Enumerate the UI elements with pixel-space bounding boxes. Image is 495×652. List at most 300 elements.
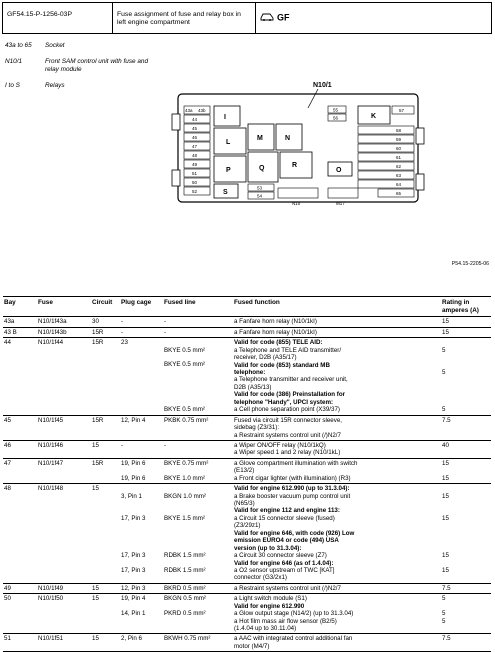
rating-cell-line: 15 [442,551,449,559]
fuse-cell-text: N10/1f49 [38,584,64,592]
legend-value: Socket [45,42,65,49]
rating-cell-line: 40 [442,441,449,449]
bay-cell [3,415,37,440]
fused-function-cell-line: D2B (A35/13) [234,383,272,391]
fused-line-cell-line: BKYE 0.5 mm² [164,361,205,369]
fused-line-cell-line [164,391,232,398]
fused-line-cell [163,484,233,584]
fused-function-cell-line: connector (G3/2x1) [234,574,287,582]
rating-cell-line: 5 [442,346,446,354]
plug-cage-cell [120,484,163,584]
table-row [3,484,491,584]
fused-function-cell [233,458,441,483]
plug-cage-cell-line [121,500,162,507]
fused-line-cell-line [164,507,232,514]
plug-cage-cell-line [121,391,162,398]
plug-cage-cell-line: 12, Pin 4 [121,416,146,424]
circuit-cell [91,338,120,415]
socket-label: 63 [396,173,402,178]
rating-cell-line: 5 [442,368,446,376]
plug-cage-cell-line: 19, Pin 6 [121,459,146,467]
bay-cell-text: 47 [4,459,11,467]
plug-cage-cell-line [121,530,162,537]
fused-line-cell-line [164,522,232,529]
relay-label: N [285,135,291,142]
circuit-cell [91,440,120,458]
bay-cell-text: 48 [4,485,11,493]
fused-function-cell [233,338,441,415]
fused-function-cell-line: Valid for engine 646, with code (926) Low [234,529,355,537]
relay-label: I [224,114,226,121]
fuse-box-diagram [168,78,428,210]
fused-function-cell-line: a Light switch module (S1) [234,595,307,603]
fused-function-cell-line: Valid for code (386) Preinstallation for [234,391,346,399]
plug-cage-cell-line: 19, Pin 4 [121,595,146,603]
table-row [3,415,491,440]
bottom-label: M17 [336,201,345,206]
fused-function-cell-line: Valid for code (855) TELE AID: [234,339,323,347]
fuse-cell [37,484,91,584]
fused-function-cell-line: a O2 sensor upstream of TWC [KAT] [234,566,335,574]
plug-cage-cell-line: 3, Pin 1 [121,492,142,500]
legend [5,42,165,102]
socket-label: 62 [396,164,402,169]
fused-line-cell [163,327,233,337]
bottom-label: N10 [292,201,301,206]
plug-cage-cell-line: 2, Pin 6 [121,635,142,643]
bay-cell [3,440,37,458]
fuse-cell [37,458,91,483]
socket-label: 45 [192,126,198,131]
fused-function-cell-line: (1.4.04 up to 30.11.04) [234,625,297,632]
rating-cell-line: 15 [442,514,449,522]
fused-function-cell-line: a Glow output stage (N14/2) (up to 31.3.04) [234,610,354,618]
fused-line-cell-line [164,530,232,537]
fused-function-cell-line: emission EURO4 or code (494) USA [234,537,339,545]
legend-value: Front SAM control unit with fuse and relay module [45,58,149,73]
rating-cell-line: 15 [442,566,449,574]
fused-function-cell-line: a Hot film mass air flow sensor (B2/5) [234,617,337,625]
plug-cage-cell [120,458,163,483]
circuit-cell [91,327,120,337]
fused-line-cell-line [164,485,232,492]
socket-label: 55 [333,107,339,113]
fused-line-cell-line: - [164,441,167,449]
bay-cell [3,484,37,584]
rating-cell-line [442,485,490,492]
fused-line-cell-line: BKGN 0.5 mm² [164,595,206,603]
fused-function-cell-line: a Telephone and TELE AID transmitter/ [234,346,342,354]
fused-line-cell [163,317,233,327]
plug-cage-cell-line [121,603,162,610]
socket-label: 59 [396,137,402,142]
rating-cell-line [442,384,490,391]
fused-line-cell [163,415,233,440]
table-row [3,583,491,593]
fuse-assignment-table [3,296,491,652]
column-header-fused-line: Fused line [163,297,233,317]
table-row [3,317,491,327]
fused-line-cell [163,458,233,483]
column-header-plug-cage: Plug cage [120,297,163,317]
fused-line-cell-line [164,384,232,391]
fuse-cell-text: N10/1f51 [38,635,64,643]
table-header-row [3,297,491,317]
socket-label: 60 [396,146,402,151]
socket-label: 43b [198,108,206,113]
fused-function-cell-line: Fused via circuit 15R connector sleeve, [234,416,342,424]
rating-cell-line [442,339,490,346]
legend-key: 43a to 65 [5,42,32,49]
bay-cell [3,594,37,634]
circuit-cell-text: 30 [92,318,99,326]
bay-cell-text: 49 [4,584,11,592]
fuse-cell [37,583,91,593]
bay-cell [3,317,37,327]
fused-function-cell-line: receiver, D2B (A35/17) [234,354,297,362]
fused-function-cell-line: a Telephone transmitter and receiver unit, [234,376,348,384]
relay-label: S [223,189,228,196]
plug-cage-cell-line [121,485,162,492]
fused-function-cell-line: Valid for engine 612.990 [234,602,305,610]
fused-line-cell-line: PKBK 0.75 mm² [164,416,209,424]
plug-cage-cell-line: 17, Pin 3 [121,514,146,522]
bay-cell-text: 46 [4,441,11,449]
fused-line-cell-line: RDBK 1.5 mm² [164,551,206,559]
bay-cell [3,458,37,483]
circuit-cell-text: 15 [92,584,99,592]
plug-cage-cell-line: - [121,318,124,326]
fused-line-cell-line: BKRD 0.5 mm² [164,584,206,592]
fused-function-cell-line: a Restraint systems control unit (/)N2/7 [234,584,341,592]
socket-label: 64 [396,182,402,187]
bay-cell-text: 45 [4,416,11,424]
fused-line-cell-line [164,544,232,551]
fuse-cell-text: N10/1f47 [38,459,64,467]
rating-cell [441,317,491,327]
rating-cell-line: 7.5 [442,584,451,592]
column-header-fused-function: Fused function [233,297,441,317]
relay-label: R [292,162,298,169]
socket-label: 47 [192,144,198,149]
document-title: Fuse assignment of fuse and relay box in left engine compartment [113,3,256,33]
relay-label: Q [259,165,265,172]
rating-cell [441,634,491,652]
plug-cage-cell-line [121,537,162,544]
plug-cage-cell-line [121,347,162,354]
circuit-cell [91,458,120,483]
socket-label: 50 [192,180,198,185]
fused-line-cell-line: BKYE 1.0 mm² [164,474,205,482]
legend-key: I to S [5,82,20,89]
fused-function-cell-line: a Fanfare horn relay (N10/1kI) [234,328,317,336]
rating-cell-line [442,507,490,514]
socket-label: 56 [333,115,339,121]
fused-function-cell-line: a Circuit 15 connector sleeve (fused) [234,514,335,522]
bay-cell [3,634,37,652]
fused-function-cell-line: (Z3/29z1) [234,522,261,530]
fuse-cell [37,634,91,652]
fused-line-cell-line: RDBK 1.5 mm² [164,566,206,574]
plug-cage-cell [120,594,163,634]
fused-function-cell-line: a AAC with integrated control additional fan [234,635,353,643]
rating-cell-line: 15 [442,328,449,336]
fused-function-cell-line: a Cell phone separation point (X39/37) [234,406,340,414]
fused-function-cell [233,415,441,440]
circuit-cell-text: 15 [92,441,99,449]
fused-line-cell [163,634,233,652]
plug-cage-cell-line: - [121,328,124,336]
bay-cell-text: 43a [4,318,15,326]
rating-cell [441,338,491,415]
fused-function-cell-line: Valid for engine 646 (as of 1.4.04): [234,559,334,567]
column-header-fuse: Fuse [37,297,91,317]
relay-label: M [257,135,263,142]
diagram-caption: P54.15-2205-06 [451,261,489,267]
rating-cell [441,327,491,337]
fuse-cell-text: N10/1f43b [38,328,67,336]
socket-label: 49 [192,162,198,167]
bay-cell-text: 51 [4,635,11,643]
rating-cell-line: 7.5 [442,635,451,643]
plug-cage-cell-line [121,376,162,383]
fused-function-cell-line: a Circuit 30 connector sleeve (Z7) [234,552,327,560]
fused-line-cell [163,594,233,634]
rating-cell-line [442,537,490,544]
table-row [3,338,491,415]
fused-function-cell-line: a Restraint systems control unit (/)N2/7 [234,431,341,439]
rating-cell-line: 5 [442,610,446,618]
rating-cell-line [442,467,490,474]
rating-cell-line: 5 [442,595,446,603]
plug-cage-cell [120,327,163,337]
relay-label: K [371,113,377,120]
plug-cage-cell-line [121,467,162,474]
fused-function-cell-line: a Fanfare horn relay (N10/1kI) [234,318,317,326]
rating-cell [441,484,491,584]
circuit-cell [91,583,120,593]
fuse-cell-text: N10/1f43a [38,318,67,326]
plug-cage-cell-line: 19, Pin 6 [121,474,146,482]
fused-function-cell-line: Valid for engine 112 and engine 113: [234,507,340,515]
socket-label: 53 [257,185,263,191]
fuse-cell-text: N10/1f50 [38,595,64,603]
fuse-cell [37,440,91,458]
fused-line-cell-line: BKWH 0.75 mm² [164,635,211,643]
fused-line-cell-line [164,603,232,610]
rating-cell-line [442,376,490,383]
fused-function-cell [233,440,441,458]
socket-label: 46 [192,135,198,140]
fuse-cell-text: N10/1f44 [38,339,64,347]
plug-cage-cell-line: 12, Pin 3 [121,584,146,592]
socket-label: 54 [257,193,263,199]
legend-value: Relays [45,82,65,89]
circuit-cell-text: 15 [92,595,99,603]
relay-label: P [226,167,231,174]
rating-cell [441,594,491,634]
plug-cage-cell-line [121,507,162,514]
fuse-cell [37,327,91,337]
rating-cell [441,415,491,440]
socket-label: 48 [192,153,198,158]
fused-function-cell-line: a Wiper speed 1 and 2 relay (N10/1kL) [234,449,341,457]
plug-cage-cell-line [121,559,162,566]
fused-line-cell-line: - [164,318,167,326]
plug-cage-cell [120,440,163,458]
fuse-cell [37,415,91,440]
rating-cell-line: 15 [442,459,449,467]
plug-cage-cell [120,583,163,593]
socket-label: 44 [192,117,198,122]
fused-function-cell-line: a Wiper ON/OFF relay (N10/1kQ) [234,441,326,449]
socket-label: 65 [396,191,402,196]
document-code: GF54.15-P-1256-03P [3,3,113,33]
fuse-cell-text: N10/1f45 [38,416,64,424]
table-row [3,440,491,458]
bay-cell-text: 44 [4,339,11,347]
socket-label: 58 [396,128,402,133]
rating-cell-line [442,559,490,566]
fuse-cell-text: N10/1f48 [38,485,64,493]
fused-function-cell [233,583,441,593]
plug-cage-cell-line: 17, Pin 3 [121,551,146,559]
fused-line-cell [163,338,233,415]
fused-function-cell-line: a Glove compartment illumination with switch [234,459,358,467]
fused-line-cell [163,583,233,593]
relay-label: L [226,139,231,146]
fused-line-cell-line [164,339,232,346]
rating-cell-line: 5 [442,617,446,625]
plug-cage-cell-line: 23 [121,339,128,347]
fused-function-cell-line: (N65/3) [234,500,255,507]
plug-cage-cell-line [121,406,162,413]
fuse-cell-text: N10/1f46 [38,441,64,449]
circuit-cell [91,415,120,440]
fused-function-cell [233,484,441,584]
circuit-cell [91,634,120,652]
fuse-cell [37,317,91,327]
fuse-cell [37,338,91,415]
rating-cell-line [442,500,490,507]
plug-cage-cell [120,415,163,440]
rating-cell-line [442,544,490,551]
fused-line-cell-line: BKYE 0.5 mm² [164,405,205,413]
fused-function-cell-line: (E13/2) [234,467,255,475]
plug-cage-cell-line [121,354,162,361]
plug-cage-cell-line [121,544,162,551]
circuit-cell [91,594,120,634]
rating-cell [441,583,491,593]
fused-line-cell-line: PKRD 0.5 mm² [164,610,206,618]
fused-line-cell-line [164,354,232,361]
fused-line-cell-line [164,537,232,544]
rating-cell-line [442,391,490,398]
fused-line-cell-line: BKYE 0.75 mm² [164,459,209,467]
table-row [3,594,491,634]
circuit-cell [91,484,120,584]
bay-cell-text: 43 B [4,328,17,336]
plug-cage-cell-line [121,398,162,405]
socket-label: 51 [192,171,198,176]
document-header [2,2,492,34]
table-row [3,458,491,483]
fused-function-cell [233,327,441,337]
plug-cage-cell-line [121,522,162,529]
rating-cell [441,458,491,483]
car-icon [260,12,274,24]
plug-cage-cell-line: 17, Pin 3 [121,566,146,574]
fused-function-cell-line: motor (M4/7) [234,642,270,650]
gf-logo [256,3,491,33]
plug-cage-cell-line: 14, Pin 1 [121,610,146,618]
rating-cell-line: 5 [442,405,446,413]
fused-line-cell-line [164,398,232,405]
circuit-cell-text: 15R [92,459,104,467]
plug-cage-cell-line [121,369,162,376]
diagram-top-label: N10/1 [313,82,332,89]
fused-function-cell [233,594,441,634]
plug-cage-cell-line [121,384,162,391]
socket-label: 61 [396,155,402,160]
fused-function-cell-line: a Front cigar lighter (with illumination) (R3) [234,474,351,482]
fused-line-cell-line [164,376,232,383]
fused-line-cell-line: BKGN 1.0 mm² [164,492,206,500]
fused-line-cell-line [164,500,232,507]
rating-cell-line [442,522,490,529]
column-header-rating: Rating in amperes (A) [441,297,491,317]
fused-function-cell-line: Valid for code (853) standard MB [234,361,330,369]
legend-key: N10/1 [5,58,23,65]
column-header-bay: Bay [3,297,37,317]
fused-line-cell-line: BKYE 1.5 mm² [164,514,205,522]
fused-line-cell-line [164,369,232,376]
column-header-circuit: Circuit [91,297,120,317]
fused-function-cell [233,317,441,327]
fused-function-cell-line: a Brake booster vacuum pump control unit [234,492,351,500]
circuit-cell-text: 15 [92,635,99,643]
fused-line-cell-line: BKYE 0.5 mm² [164,346,205,354]
fused-line-cell [163,440,233,458]
table-body [3,317,491,652]
fused-function-cell-line: sidebag (Z3/31): [234,424,280,432]
circuit-cell-text: 15 [92,485,99,493]
bay-cell-text: 50 [4,595,11,603]
bay-cell [3,583,37,593]
rating-cell-line [442,354,490,361]
circuit-cell-text: 15R [92,416,104,424]
logo-text: GF [277,12,290,23]
fuse-cell [37,594,91,634]
rating-cell-line [442,603,490,610]
fused-line-cell-line: - [164,328,167,336]
table-row [3,327,491,337]
socket-label: 43a [185,108,193,113]
rating-cell-line [442,625,490,632]
fused-function-cell-line: telephone: [234,369,266,376]
socket-label: 52 [192,189,198,194]
table-row [3,634,491,652]
rating-cell-line [442,530,490,537]
circuit-cell [91,317,120,327]
fused-function-cell-line: Valid for engine 612.990 (up to 31.3.04): [234,485,350,493]
bottom-labels [278,188,358,206]
plug-cage-cell [120,317,163,327]
rating-cell-line: 15 [442,474,449,482]
rating-cell [441,440,491,458]
relay-label: O [336,167,342,174]
fused-line-cell-line [164,559,232,566]
